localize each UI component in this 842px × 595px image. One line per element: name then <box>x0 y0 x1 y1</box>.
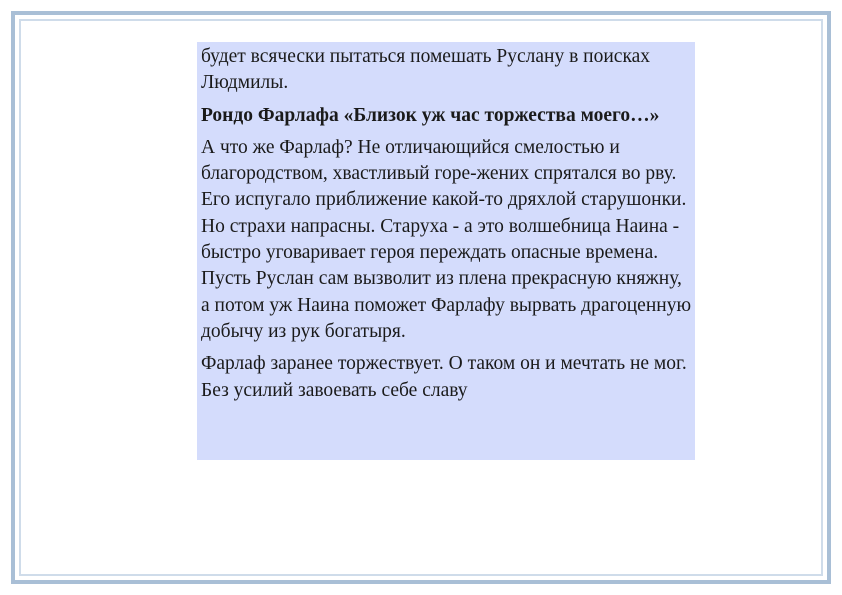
paragraph-closing: Фарлаф заранее торжествует. О таком он и мечтать не мог. Без усилий завоевать себе славу <box>201 353 687 401</box>
text-block <box>197 42 695 460</box>
paragraph-heading: Рондо Фарлафа «Близок уж час торжества моего…» <box>201 104 660 126</box>
paragraph-body: А что же Фарлаф? Не отличающийся смелостью и благородством, хвастливый горе-жених спрятался во рву. Его испугало приближение какой-то дряхлой старушонки. Но страхи напрасны. Старуха - а это волшебница Наина - быстро уговаривает героя переждать опасные времена. Пусть Руслан сам вызволит из плена прекрасную княжну, а потом уж Наина поможет Фарлафу вырвать драгоценную добычу из рук богатыря. <box>201 136 692 342</box>
paragraph-intro: будет всячески пытаться помешать Руслану в поисках Людмилы. <box>201 46 651 94</box>
